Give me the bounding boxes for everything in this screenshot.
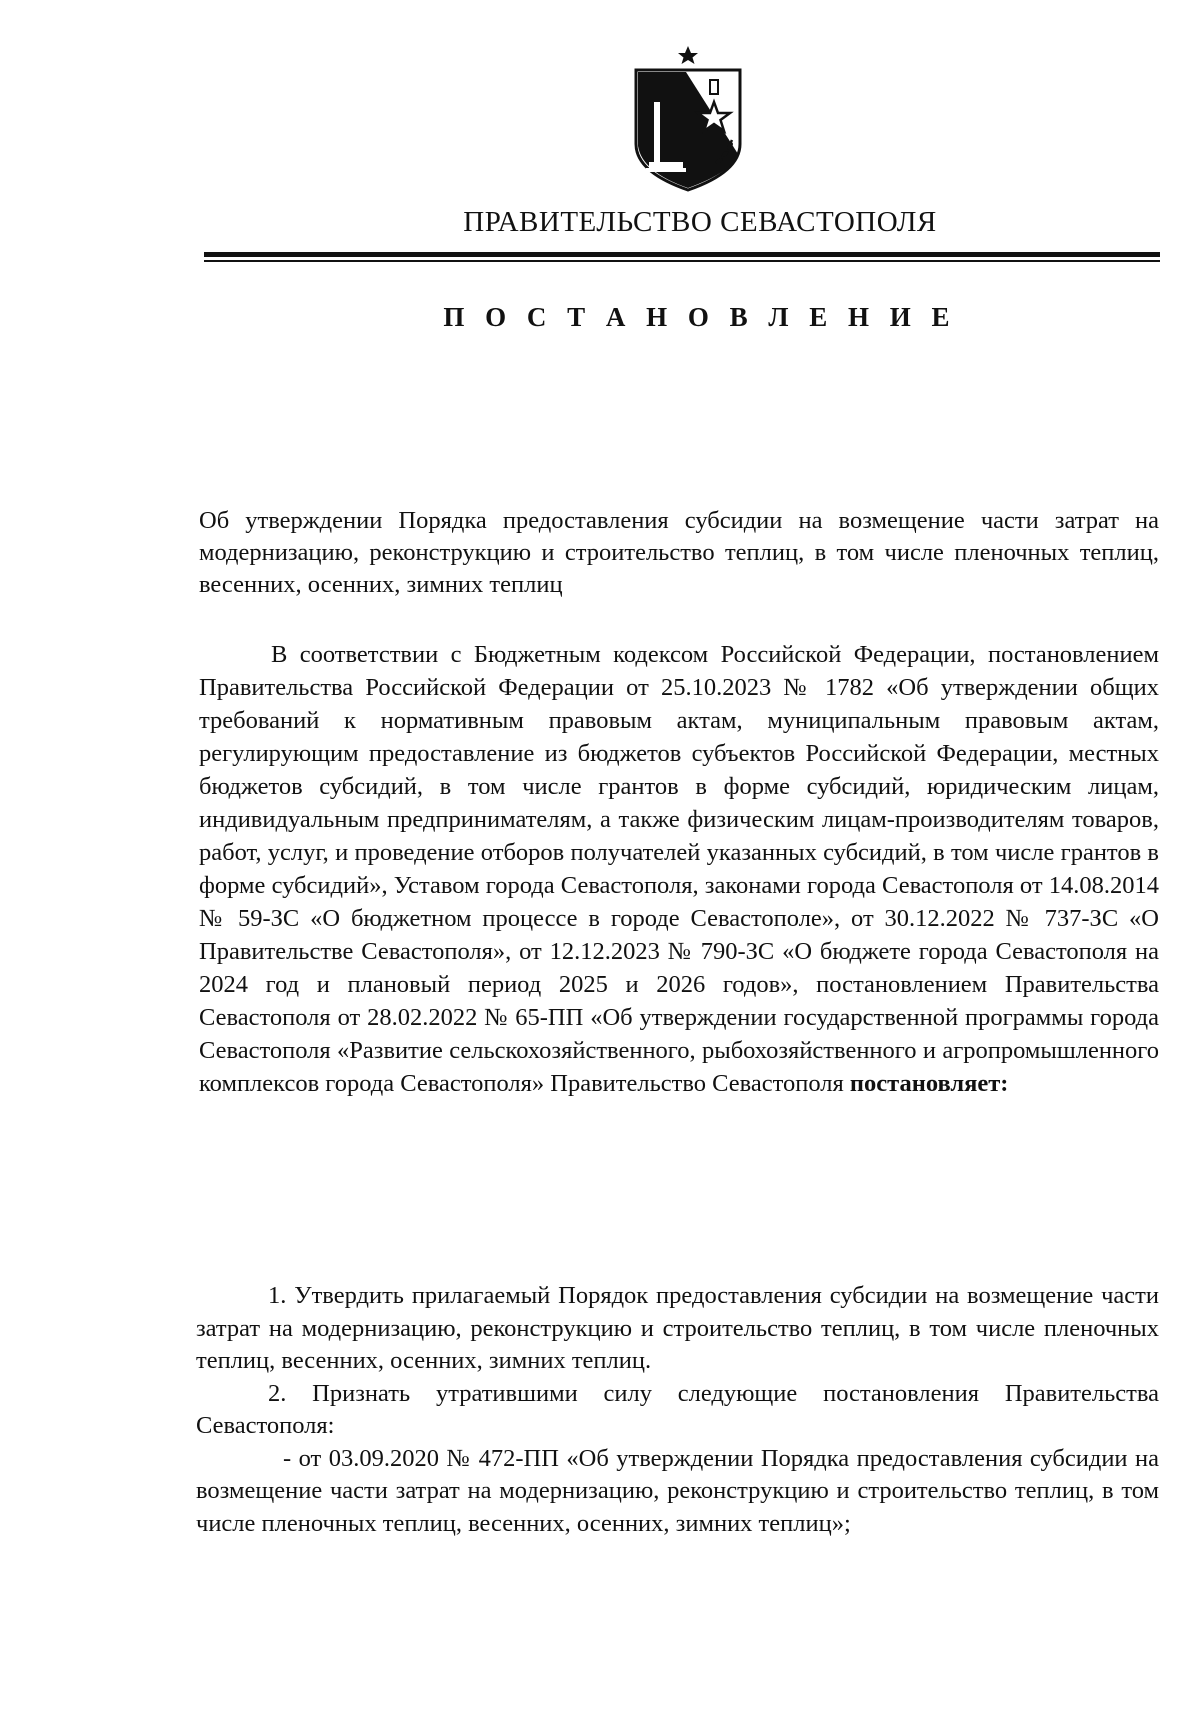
header-divider-thin [204, 260, 1160, 262]
document-subject: Об утверждении Порядка предоставления субсидии на возмещение части затрат на модернизацию, реконструкцию и строительство теплиц, в том числе пленочных теплиц, весенних, осенних, зимних теплиц [199, 507, 1159, 598]
preamble-resolves: постановляет: [849, 1070, 1009, 1097]
resolution-item: 2. Признать утратившими силу следующие постановления Правительства Севастополя: [196, 1379, 1159, 1439]
document-type: П О С Т А Н О В Л Е Н И Е [443, 302, 957, 332]
government-name: ПРАВИТЕЛЬСТВО СЕВАСТОПОЛЯ [463, 206, 937, 238]
preamble-paragraph [199, 638, 1159, 1100]
resolution-subitem: - от 03.09.2020 № 472-ПП «Об утверждении Порядка предоставления субсидии на возмещение части затрат на модернизацию, реконструкцию и строительство теплиц, в том числе пленочных теплиц, весенних, осенних, зимних теплиц»; [196, 1444, 1159, 1537]
header-divider-thick [204, 252, 1160, 257]
preamble-text: В соответствии с Бюджетным кодексом Российской Федерации, постановлением Правительства Российской Федерации от 25.10.2023 № 1782 «Об утверждении общих требований к нормативным правовым актам, муниципальным правовым актам, регулирующим предоставление из бюджетов субъектов Российской Федерации, местных бюджетов субсидий, в том числе грантов в форме субсидий, юридическим лицам, индивидуальным предпринимателям, а также физическим лицам-производителям товаров, работ, услуг, и проведение отборов получателей указанных субсидий, в том числе грантов в форме субсидий», Уставом города Севастополя, законами города Севастополя от 14.08.2014 № 59-ЗС «О бюджетном процессе в городе Севастополе», от 30.12.2022 № 737-ЗС «О Правительстве Севастополя», от 12.12.2023 № 790-ЗС «О бюджете города Севастополя на 2024 год и плановый период 2025 и 2026 годов», постановлением Правительства Севастополя от 28.02.2022 № 65-ПП «Об утверждении государственной программы города Севастополя «Развитие сельскохозяйственного, рыбохозяйственного и агропромышленного комплексов города Севастополя» Правительство Севастополя [199, 641, 1159, 1097]
resolution-items [196, 1280, 1159, 1540]
resolution-item: 1. Утвердить прилагаемый Порядок предоставления субсидии на возмещение части затрат на модернизацию, реконструкцию и строительство теплиц, в том числе пленочных теплиц, весенних, осенних, зимних теплиц. [196, 1282, 1159, 1374]
sevastopol-coat-of-arms-icon [628, 44, 748, 194]
